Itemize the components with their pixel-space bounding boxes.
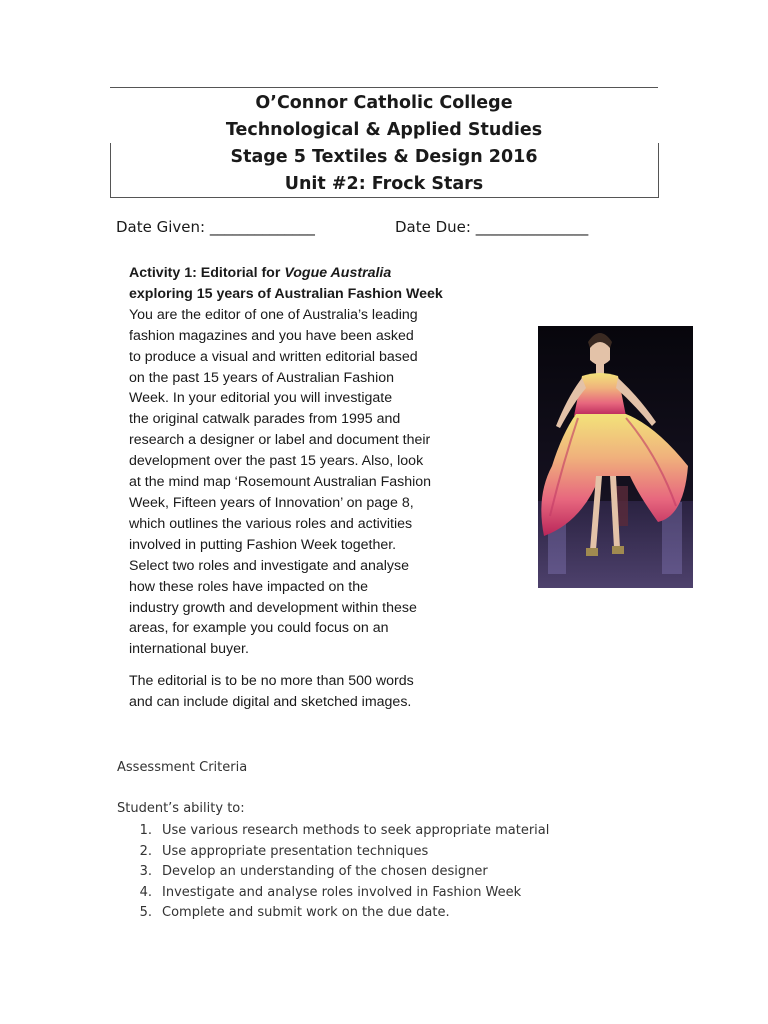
limit-line: The editorial is to be no more than 500 words: [129, 673, 414, 690]
header-top-rule: [110, 87, 658, 88]
criteria-item: [117, 862, 549, 883]
criteria-number: 1.: [139, 823, 152, 838]
description-line: on the past 15 years of Australian Fashion: [129, 369, 394, 386]
criteria-text: Investigate and analyse roles involved in Fashion Week: [162, 884, 522, 900]
criteria-number: 4.: [139, 884, 152, 900]
course-name: Stage 5 Textiles & Design 2016: [230, 147, 538, 167]
date-due: Date Due: _______________: [395, 218, 589, 236]
assessment-intro: Student’s ability to:: [117, 801, 245, 816]
description-line: industry growth and development within these: [129, 599, 417, 616]
description-line: Select two roles and investigate and analyse: [129, 557, 409, 574]
description-line: the original catwalk parades from 1995 and: [129, 411, 401, 428]
criteria-item: [117, 903, 549, 924]
runway-photo: [538, 326, 693, 588]
criteria-item: [117, 842, 549, 863]
description-line: You are the editor of one of Australia’s leading: [129, 306, 418, 323]
faculty-name: Technological & Applied Studies: [225, 120, 543, 140]
description-line: development over the past 15 years. Also, look: [129, 453, 424, 470]
criteria-text: Complete and submit work on the due date.: [162, 905, 450, 921]
assessment-title: Assessment Criteria: [117, 760, 248, 775]
date-given: Date Given: ______________: [116, 218, 315, 236]
description-line: involved in putting Fashion Week together.: [129, 536, 397, 553]
criteria-number: 2.: [139, 843, 152, 859]
description-line: Week, Fifteen years of Innovation’ on page 8,: [129, 494, 414, 511]
activity-title-magazine: Vogue Australia: [284, 265, 392, 281]
word-limit-note: [129, 671, 479, 713]
description-line: Week. In your editorial you will investigate: [129, 390, 393, 407]
description-line: to produce a visual and written editorial based: [129, 348, 418, 365]
criteria-number: 3.: [139, 864, 152, 880]
description-line: research a designer or label and document their: [129, 432, 431, 449]
criteria-number: 5.: [139, 905, 152, 921]
criteria-list: [117, 821, 549, 924]
description-line: which outlines the various roles and activities: [129, 515, 413, 532]
activity-title-line2: exploring 15 years of Australian Fashion Week: [129, 285, 443, 302]
criteria-item: [117, 821, 549, 842]
description-line: fashion magazines and you have been asked: [129, 327, 414, 344]
description-line: international buyer.: [129, 641, 249, 658]
limit-line: and can include digital and sketched images.: [129, 694, 412, 711]
activity-title-prefix: Activity 1: Editorial for: [129, 265, 285, 281]
college-name: O’Connor Catholic College: [255, 93, 513, 113]
criteria-text: Develop an understanding of the chosen designer: [162, 864, 488, 880]
activity-description: [129, 305, 479, 660]
criteria-item: [117, 883, 549, 904]
unit-title: Unit #2: Frock Stars: [284, 174, 484, 194]
runway-model-image: [538, 326, 693, 588]
document-header: [110, 90, 658, 198]
description-line: at the mind map ‘Rosemount Australian Fashion: [129, 474, 432, 491]
activity-section: [129, 263, 479, 713]
description-line: areas, for example you could focus on an: [129, 620, 389, 637]
criteria-text: Use various research methods to seek appropriate material: [162, 823, 550, 838]
activity-title: [129, 263, 479, 284]
criteria-text: Use appropriate presentation techniques: [162, 843, 429, 859]
description-line: how these roles have impacted on the: [129, 578, 368, 595]
